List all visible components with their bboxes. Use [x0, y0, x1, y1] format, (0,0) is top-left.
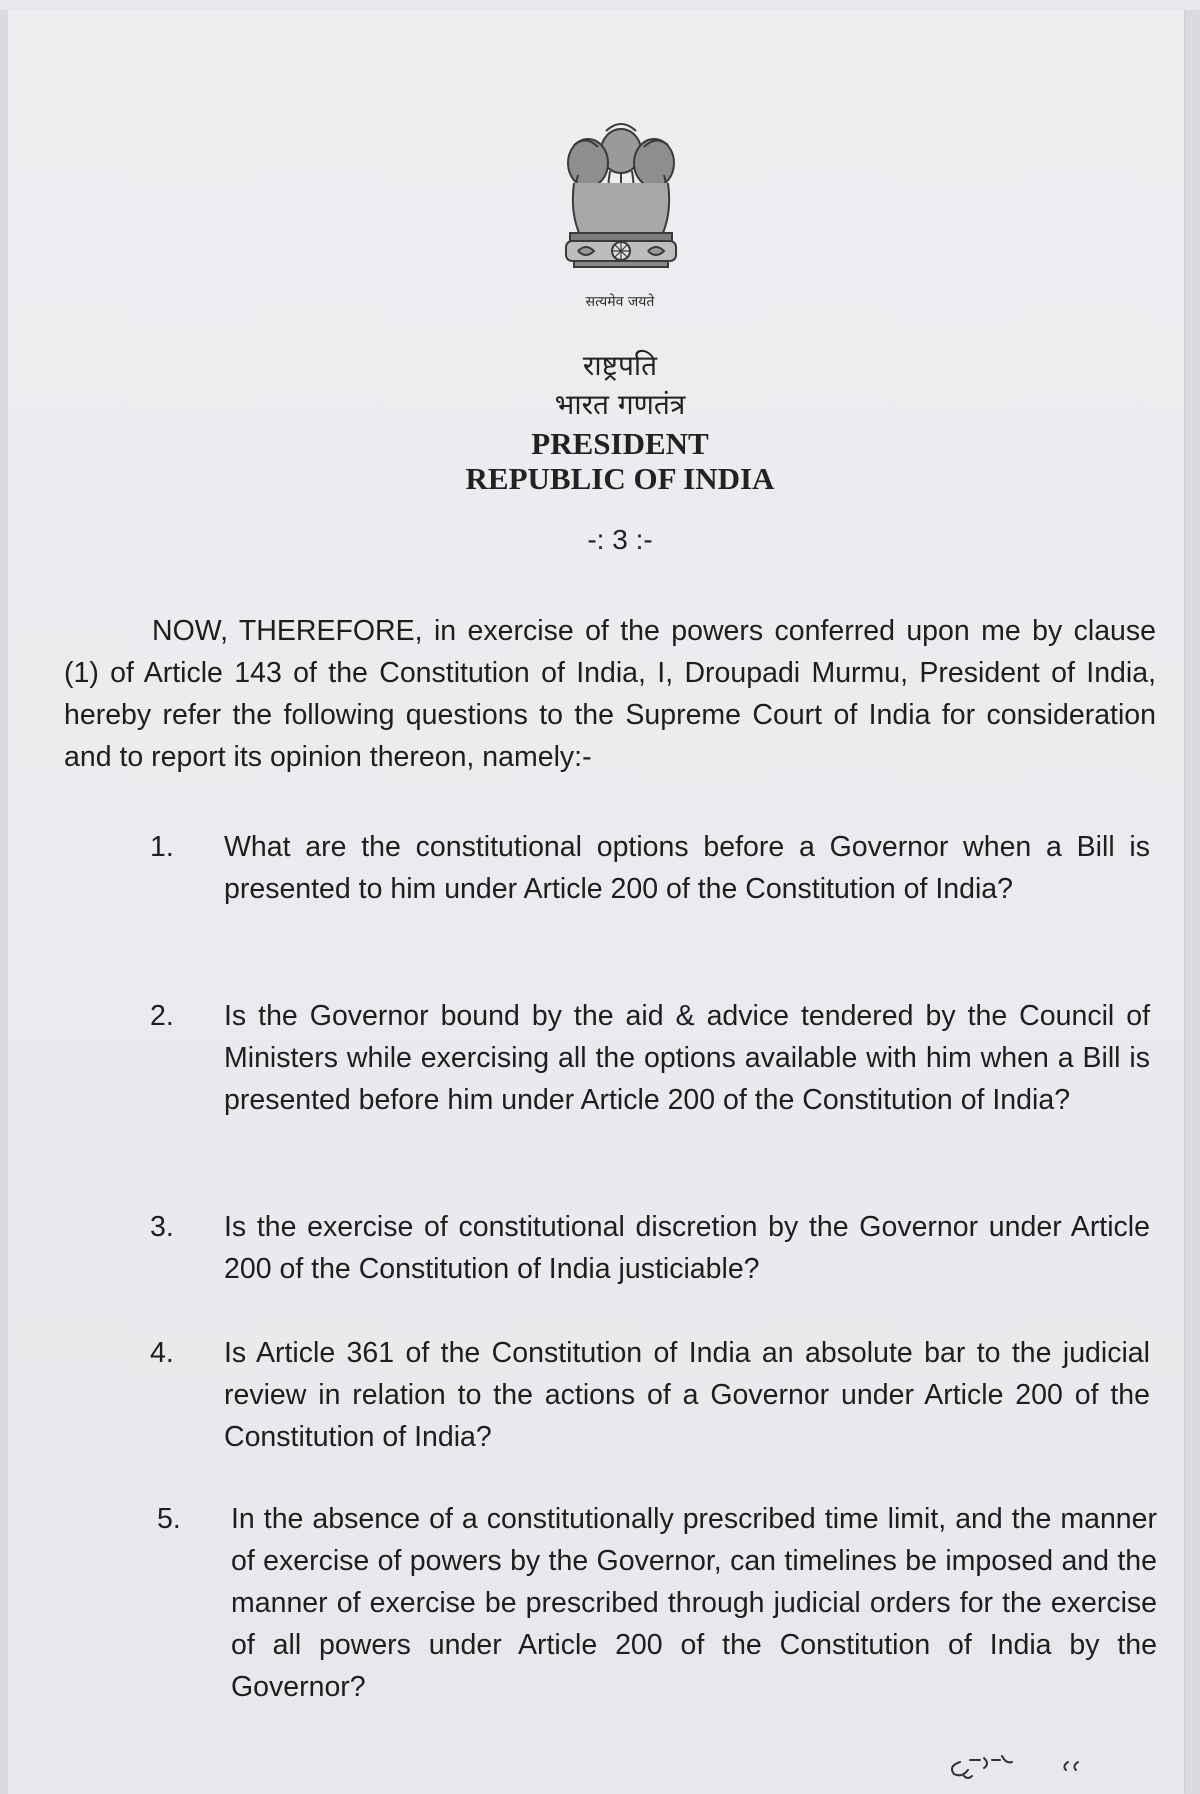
question-text: In the absence of a constitutionally prescribed time limit, and the manner of exercise of powers by the Governor, can timelines be imposed and the manner of exercise be prescribed through judicial orders for the exercise of all powers under Article 200 of the Constitution of India by the Governor?: [231, 1503, 1157, 1703]
signature-mark: [940, 1740, 1120, 1790]
question-number: 3.: [150, 1211, 174, 1243]
question-text: Is the Governor bound by the aid & advice tendered by the Council of Ministers while exercising all the options available with him when a Bill is presented before him under Article 200 of the Constitution of India?: [224, 1000, 1150, 1116]
state-emblem-icon: [556, 113, 686, 298]
header-republic-of-india: REPUBLIC OF INDIA: [465, 461, 775, 496]
question-item: [150, 1206, 1150, 1290]
intro-paragraph: NOW, THEREFORE, in exercise of the powers conferred upon me by clause (1) of Article 143 of the Constitution of India, I, Droupadi Murmu, President of India, hereby refer the following questions to the Supreme Court of India for consideration and to report its opinion thereon, namely:-: [64, 615, 1156, 773]
emblem-motto: सत्यमेव जयते: [585, 294, 655, 310]
question-number: 4.: [150, 1337, 174, 1369]
question-number: 2.: [150, 1000, 174, 1032]
question-text: What are the constitutional options before a Governor when a Bill is presented to him under Article 200 of the Constitution of India?: [224, 831, 1150, 905]
question-number: 5.: [157, 1503, 181, 1535]
question-item: [150, 826, 1150, 910]
question-text: Is the exercise of constitutional discretion by the Governor under Article 200 of the Constitution of India justiciable?: [224, 1211, 1150, 1285]
header-president: PRESIDENT: [531, 426, 709, 461]
question-item: [150, 1332, 1150, 1458]
header-hindi-president: राष्ट्रपति: [582, 349, 658, 382]
page-number: -: 3 :-: [587, 524, 653, 555]
question-item: [157, 1498, 1157, 1708]
question-text: Is Article 361 of the Constitution of India an absolute bar to the judicial review in relation to the actions of a Governor under Article 200 of the Constitution of India?: [224, 1337, 1150, 1453]
header-hindi-republic: भारत गणतंत्र: [554, 388, 686, 421]
question-number: 1.: [150, 831, 174, 863]
question-item: [150, 995, 1150, 1121]
window-top-strip: [0, 0, 1200, 10]
